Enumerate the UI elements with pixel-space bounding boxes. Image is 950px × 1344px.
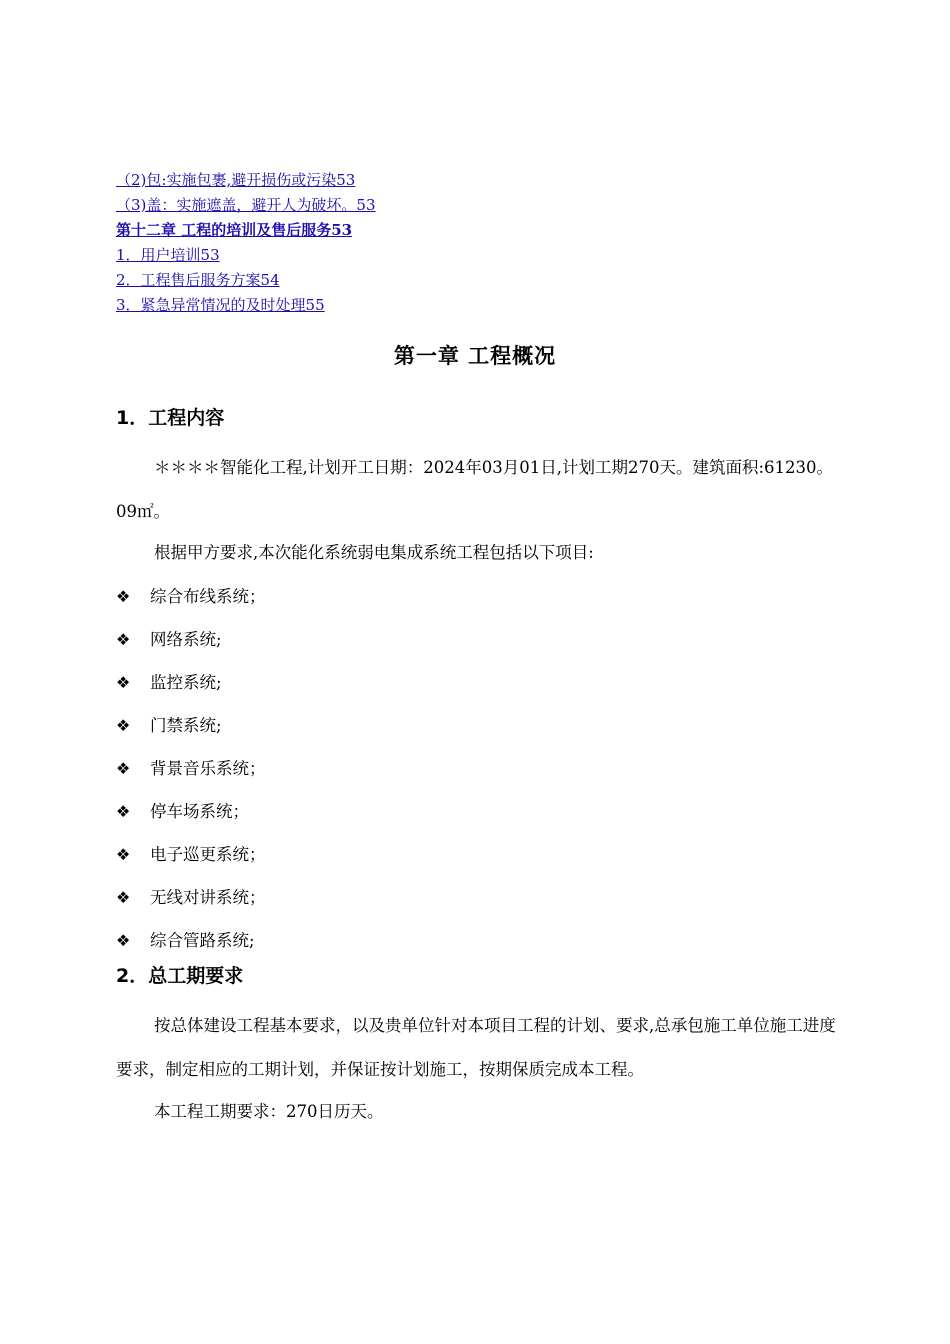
list-item <box>116 929 255 953</box>
diamond-bullet-icon: ❖ <box>116 587 131 606</box>
toc-link[interactable]: （3)盖：实施遮盖，避开人为破坏。53 <box>116 196 376 214</box>
list-item-label: 停车场系统； <box>150 802 249 821</box>
list-item-label: 综合管路系统; <box>150 931 255 950</box>
list-item-label: 背景音乐系统； <box>150 759 266 778</box>
diamond-bullet-icon: ❖ <box>116 888 131 907</box>
toc-link-chapter[interactable]: 第十二章 工程的培训及售后服务53 <box>116 221 353 239</box>
list-item-label: 综合布线系统； <box>150 587 266 606</box>
list-item <box>116 757 266 781</box>
diamond-bullet-icon: ❖ <box>116 931 131 950</box>
list-item <box>116 671 222 695</box>
toc-link[interactable]: （2)包:实施包裹,避开损伤或污染53 <box>116 171 356 189</box>
paragraph: 按总体建设工程基本要求，以及贵单位针对本项目工程的计划、要求,总承包施工单位施工进度要求，制定相应的工期计划，并保证按计划施工，按期保质完成本工程。 <box>116 1016 836 1079</box>
list-item <box>116 714 222 738</box>
diamond-bullet-icon: ❖ <box>116 716 131 735</box>
list-item-label: 无线对讲系统； <box>150 888 266 907</box>
diamond-bullet-icon: ❖ <box>116 759 131 778</box>
list-item-label: 门禁系统; <box>150 716 222 735</box>
section-heading: 2．总工期要求 <box>116 965 244 987</box>
list-item <box>116 628 222 652</box>
diamond-bullet-icon: ❖ <box>116 630 131 649</box>
paragraph: ＊＊＊＊智能化工程,计划开工日期：2024年03月01日,计划工期270天。建筑面积:61230。09㎡。 <box>116 458 834 521</box>
diamond-bullet-icon: ❖ <box>116 673 131 692</box>
toc-link[interactable]: 2．工程售后服务方案54 <box>116 271 280 289</box>
diamond-bullet-icon: ❖ <box>116 802 131 821</box>
list-item-label: 电子巡更系统； <box>150 845 266 864</box>
list-item <box>116 843 266 867</box>
paragraph: 本工程工期要求：270日历天。 <box>154 1102 384 1121</box>
paragraph: 根据甲方要求,本次能化系统弱电集成系统工程包括以下项目: <box>154 543 594 562</box>
table-of-contents <box>116 169 836 319</box>
list-item-label: 网络系统; <box>150 630 222 649</box>
list-item <box>116 886 266 910</box>
list-item-label: 监控系统; <box>150 673 222 692</box>
section-heading: 1．工程内容 <box>116 407 225 429</box>
toc-link[interactable]: 3．紧急异常情况的及时处理55 <box>116 296 325 314</box>
diamond-bullet-icon: ❖ <box>116 845 131 864</box>
chapter-title: 第一章 工程概况 <box>393 344 557 368</box>
toc-link[interactable]: 1．用户培训53 <box>116 246 220 264</box>
list-item <box>116 800 249 824</box>
list-item <box>116 585 266 609</box>
